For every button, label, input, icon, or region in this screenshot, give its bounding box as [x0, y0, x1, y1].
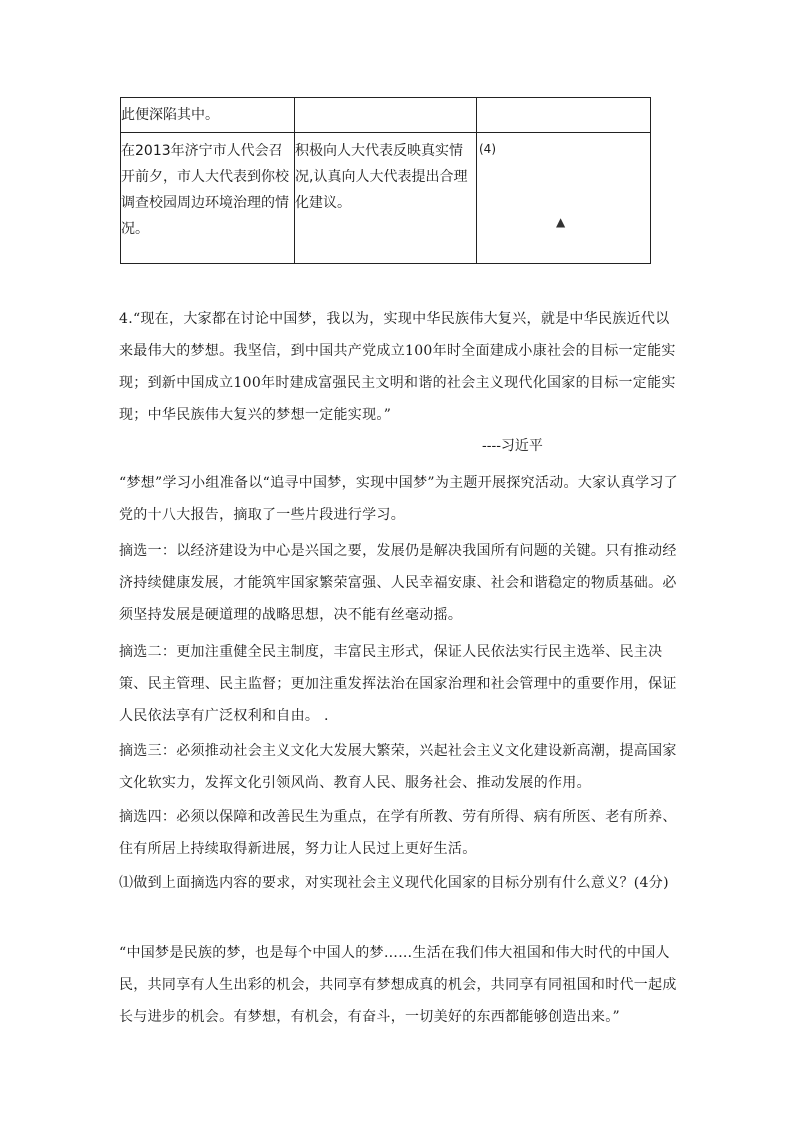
table-row: [121, 133, 651, 264]
answer-cell: [477, 133, 651, 264]
question4-intro: “梦想”学习小组准备以“追寻中国梦，实现中国梦”为主题开展探究活动。大家认真学习了党的十八大报告，摘取了一些片段进行学习。: [119, 475, 678, 523]
table-cell: [121, 98, 295, 133]
excerpt-3: 摘选三：必须推动社会主义文化大发展大繁荣，兴起社会主义文化建设新高潮，提高国家文化软实力，发挥文化引领风尚、教育人民、服务社会、推动发展的作用。: [119, 743, 677, 791]
answer-table: [120, 97, 651, 264]
excerpt-1: 摘选一：以经济建设为中心是兴国之要，发展仍是解决我国所有问题的关键。只有推动经济持续健康发展，才能筑牢国家繁荣富强、人民幸福安康、社会和谐稳定的物质基础。必须坚持发展是硬道理的战略思想，决不能有丝毫动摇。: [119, 543, 677, 623]
table-cell: [477, 98, 651, 133]
cell-text: 积极向人大代表反映真实情况,认真向人大代表提出合理化建议。: [295, 143, 468, 211]
excerpt-4: 摘选四：必须以保障和改善民生为重点，在学有所教、劳有所得、病有所医、老有所养、住有所居上持续取得新进展，努力让人民过上更好生活。: [119, 809, 677, 857]
excerpt-2: 摘选二：更加注重健全民主制度，丰富民主形式，保证人民依法实行民主选举、民主决策、民主管理、民主监督；更加注重发挥法治在国家治理和社会管理中的重要作用，保证人民依法享有广泛权利和自由。 .: [119, 644, 677, 724]
table-cell: [295, 133, 477, 264]
quote-signature: ----习近平: [482, 438, 543, 454]
question4-quote2: “中国梦是民族的梦，也是每个中国人的梦……生活在我们伟大祖国和伟大时代的中国人民，共同享有人生出彩的机会，共同享有梦想成真的机会，共同享有同祖国和时代一起成长与进步的机会。有梦想，有机会，有奋斗，一切美好的东西都能够创造出来。”: [119, 945, 677, 1025]
cell-text: 此便深陷其中。: [121, 107, 219, 123]
table-cell: [295, 98, 477, 133]
cell-text: 在2013年济宁市人代会召开前夕，市人大代表到你校调查校园周边环境治理的情况。: [121, 143, 289, 237]
sub-question-1: ⑴做到上面摘选内容的要求，对实现社会主义现代化国家的目标分别有什么意义？(4分): [119, 875, 669, 891]
table-row: [121, 98, 651, 133]
question4-quote: 4.“现在，大家都在讨论中国梦，我以为，实现中华民族伟大复兴，就是中华民族近代以来最伟大的梦想。我坚信，到中国共产党成立100年时全面建成小康社会的目标一定能实现；到新中国成立100年时建成富强民主文明和谐的社会主义现代化国家的目标一定能实现；中华民族伟大复兴的梦想一定能实现。”: [119, 311, 676, 423]
table-cell: [121, 133, 295, 264]
triangle-marker-icon: ▲: [556, 215, 566, 229]
question-number: (4): [479, 142, 496, 156]
